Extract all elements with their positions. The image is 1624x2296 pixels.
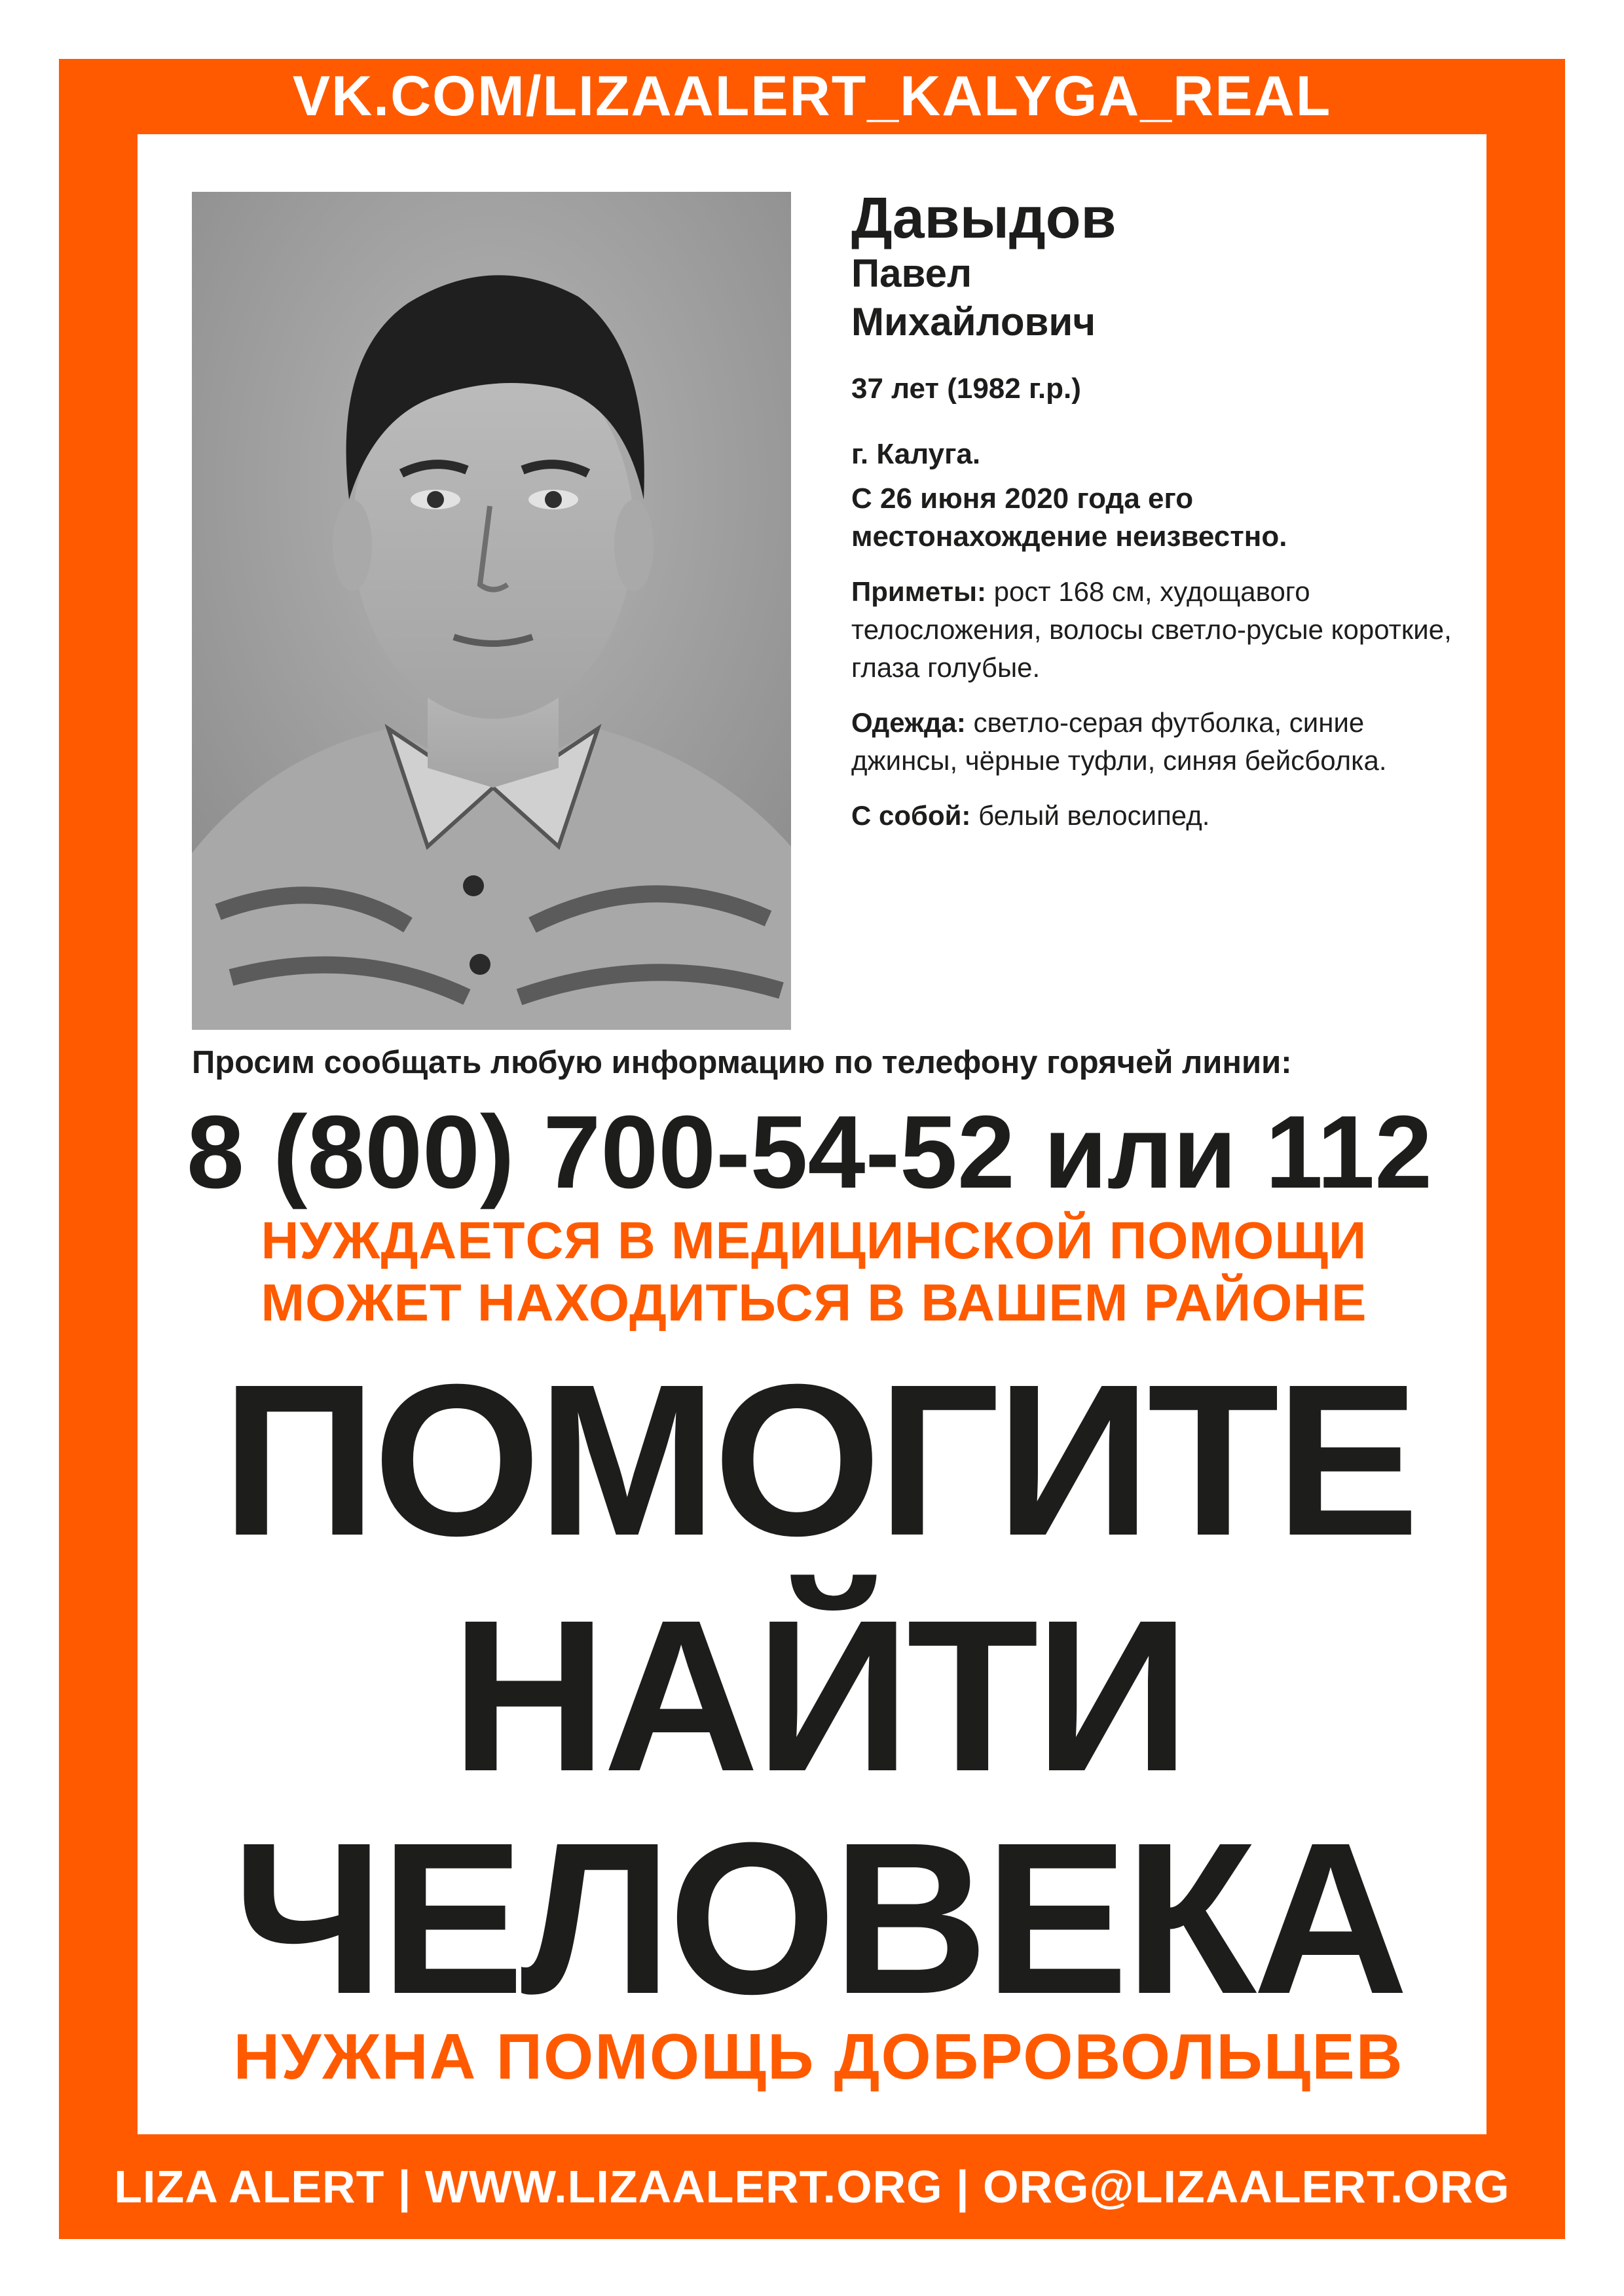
person-photo [192,192,791,1030]
hotline-phone[interactable]: 8 (800) 700-54-52 или 112 [187,1095,1433,1210]
volunteers-needed: НУЖНА ПОМОЩЬ ДОБРОВОЛЬЦЕВ [233,2020,1404,2092]
person-patronymic: Михайлович [851,300,1096,344]
person-info [851,187,1467,835]
hotline-request: Просим сообщать любую информацию по телефону горячей линии: [192,1045,1292,1080]
person-first-name: Павел [851,251,972,295]
carry-paragraph [851,797,1467,835]
signs-label: Приметы: [851,576,986,607]
portrait-image [192,192,791,1030]
missing-since-line2: местонахождение неизвестно. [851,520,1287,553]
clothes-text: светло-серая футболка, синие джинсы, чёрные туфли, синяя бейсболка. [851,707,1387,776]
signs-paragraph [851,573,1467,687]
footer-contacts[interactable]: LIZA ALERT | WWW.LIZAALERT.ORG | ORG@LIZAALERT.ORG [114,2161,1510,2212]
headline-find: НАЙТИ [451,1575,1187,1816]
missing-since [851,480,1467,556]
carry-text: белый велосипед. [970,800,1210,831]
person-age: 37 лет (1982 г.р.) [851,373,1081,405]
clothes-label: Одежда: [851,707,966,738]
carry-label: С собой: [851,800,971,831]
missing-since-line1: С 26 июня 2020 года его [851,483,1194,515]
person-surname: Давыдов [851,185,1116,250]
header-url[interactable]: VK.COM/LIZAALERT_KALYGA_REAL [292,65,1332,128]
medical-note: НУЖДАЕТСЯ В МЕДИЦИНСКОЙ ПОМОЩИ [261,1211,1367,1269]
signs-text: рост 168 см, худощавого телосложения, волосы светло-русые короткие, глаза голубые. [851,576,1452,683]
person-city: г. Калуга. [851,438,981,470]
clothes-paragraph [851,704,1467,780]
headline-help: ПОМОГИТЕ [221,1339,1416,1580]
headline-person: ЧЕЛОВЕКА [232,1797,1405,2039]
area-note: МОЖЕТ НАХОДИТЬСЯ В ВАШЕМ РАЙОНЕ [261,1273,1367,1332]
